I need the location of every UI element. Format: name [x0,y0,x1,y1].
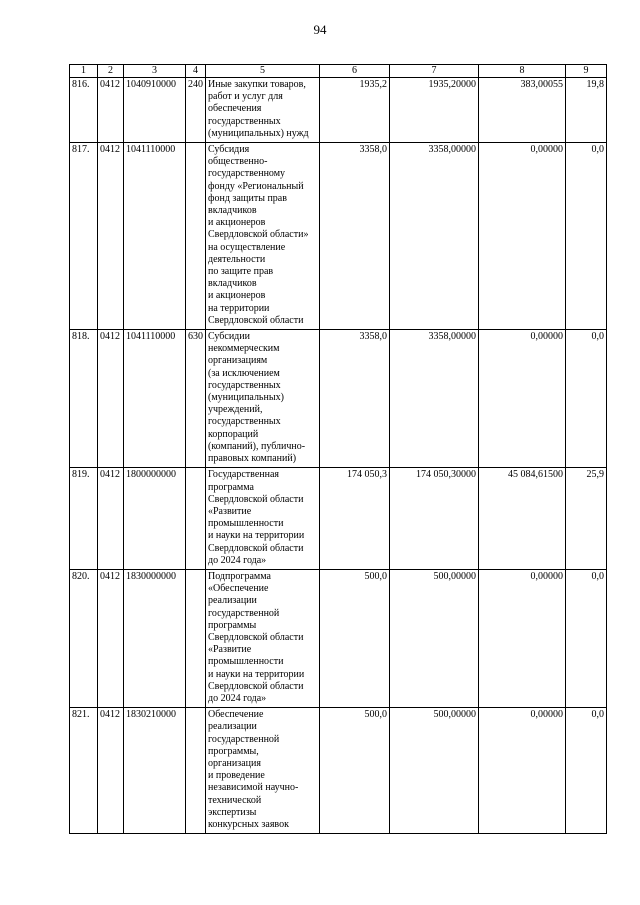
column-header: 2 [98,65,124,78]
approved-amount: 3358,00000 [390,330,479,468]
execution-percent: 0,0 [566,569,607,707]
planned-amount: 3358,0 [320,330,390,468]
column-header: 6 [320,65,390,78]
executed-amount: 0,00000 [479,143,566,330]
expense-type-code: 630 [186,330,206,468]
item-name: Иные закупки товаров, работ и услуг для обеспечения государственных (муниципальных) нужд [206,78,320,143]
execution-percent: 0,0 [566,143,607,330]
item-name: Подпрограмма «Обеспечение реализации государственной программы Свердловской области «Развитие промышленности и науки на территории Свердловской области до 2024 года» [206,569,320,707]
table-row [70,143,607,330]
budget-table [69,64,607,834]
approved-amount: 1935,20000 [390,78,479,143]
column-header: 1 [70,65,98,78]
table-row [70,468,607,570]
target-article-code: 1040910000 [124,78,186,143]
approved-amount: 500,00000 [390,569,479,707]
approved-amount: 174 050,30000 [390,468,479,570]
section-code: 0412 [98,330,124,468]
expense-type-code [186,468,206,570]
column-header: 4 [186,65,206,78]
target-article-code: 1800000000 [124,468,186,570]
planned-amount: 500,0 [320,569,390,707]
execution-percent: 19,8 [566,78,607,143]
expense-type-code: 240 [186,78,206,143]
planned-amount: 1935,2 [320,78,390,143]
column-header: 8 [479,65,566,78]
section-code: 0412 [98,143,124,330]
execution-percent: 0,0 [566,708,607,834]
item-name: Обеспечение реализации государственной программы, организация и проведение независимой научно- технической экспертизы конкурсных заявок [206,708,320,834]
row-number: 816. [70,78,98,143]
section-code: 0412 [98,468,124,570]
column-header: 5 [206,65,320,78]
planned-amount: 500,0 [320,708,390,834]
executed-amount: 45 084,61500 [479,468,566,570]
table-row [70,569,607,707]
table-row [70,330,607,468]
row-number: 820. [70,569,98,707]
target-article-code: 1830210000 [124,708,186,834]
row-number: 817. [70,143,98,330]
table-header-row [70,65,607,78]
row-number: 819. [70,468,98,570]
column-header: 3 [124,65,186,78]
expense-type-code [186,569,206,707]
executed-amount: 383,00055 [479,78,566,143]
executed-amount: 0,00000 [479,708,566,834]
target-article-code: 1830000000 [124,569,186,707]
section-code: 0412 [98,569,124,707]
target-article-code: 1041110000 [124,330,186,468]
section-code: 0412 [98,78,124,143]
executed-amount: 0,00000 [479,330,566,468]
execution-percent: 0,0 [566,330,607,468]
execution-percent: 25,9 [566,468,607,570]
target-article-code: 1041110000 [124,143,186,330]
column-header: 9 [566,65,607,78]
row-number: 818. [70,330,98,468]
section-code: 0412 [98,708,124,834]
table-row [70,78,607,143]
item-name: Субсидии некоммерческим организациям (за исключением государственных (муниципальных) учреждений, государственных корпораций (компаний), публично- правовых компаний) [206,330,320,468]
row-number: 821. [70,708,98,834]
executed-amount: 0,00000 [479,569,566,707]
planned-amount: 3358,0 [320,143,390,330]
table-row [70,708,607,834]
item-name: Государственная программа Свердловской области «Развитие промышленности и науки на территории Свердловской области до 2024 года» [206,468,320,570]
expense-type-code [186,708,206,834]
approved-amount: 3358,00000 [390,143,479,330]
approved-amount: 500,00000 [390,708,479,834]
column-header: 7 [390,65,479,78]
expense-type-code [186,143,206,330]
planned-amount: 174 050,3 [320,468,390,570]
page-number: 94 [313,22,327,37]
item-name: Субсидия общественно- государственному фонду «Региональный фонд защиты прав вкладчиков и акционеров Свердловской области» на осуществление деятельности по защите прав вкладчиков и акционеров на территории Свердловской области [206,143,320,330]
